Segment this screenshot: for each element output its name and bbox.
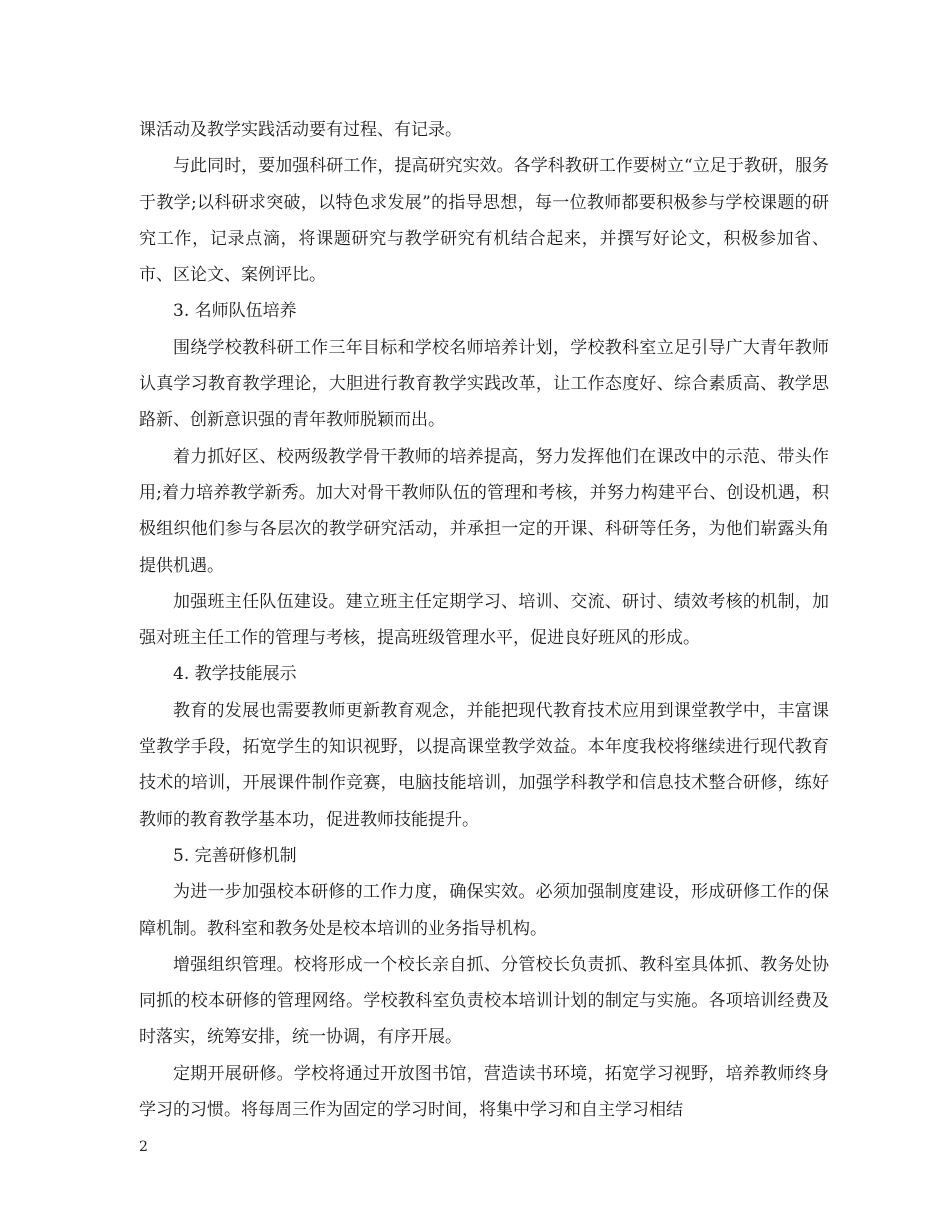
page-number: 2 <box>139 1139 148 1155</box>
paragraph-3: 围绕学校教科研工作三年目标和学校名师培养计划，学校教科室立足引导广大青年教师认真学习教育教学理论，大胆进行教育教学实践改革，让工作态度好、综合素质高、教学思路新、创新意识强的青年教师脱颖而出。 <box>139 337 829 431</box>
paragraph-5: 加强班主任队伍建设。建立班主任定期学习、培训、交流、研讨、绩效考核的机制，加强对班主任工作的管理与考核，提高班级管理水平，促进良好班风的形成。 <box>139 591 829 649</box>
paragraph-9: 定期开展研修。学校将通过开放图书馆，营造读书环境，拓宽学习视野，培养教师终身学习的习惯。将每周三作为固定的学习时间，将集中学习和自主学习相结 <box>139 1063 829 1121</box>
section-heading-5: 5. 完善研修机制 <box>173 845 297 866</box>
paragraph-8: 增强组织管理。校将形成一个校长亲自抓、分管校长负责抓、教科室具体抓、教务处协同抓的校本研修的管理网络。学校教科室负责校本培训计划的制定与实施。各项培训经费及时落实，统筹安排，统一协调，有序开展。 <box>139 954 829 1048</box>
paragraph-4: 着力抓好区、校两级教学骨干教师的培养提高，努力发挥他们在课改中的示范、带头作用;着力培养教学新秀。加大对骨干教师队伍的管理和考核，并努力构建平台、创设机遇，积极组织他们参与各层次的教学研究活动，并承担一定的开课、科研等任务，为他们崭露头角提供机遇。 <box>139 446 829 576</box>
section-heading-4: 4. 教学技能展示 <box>173 664 297 685</box>
paragraph-6: 教育的发展也需要教师更新教育观念，并能把现代教育技术应用到课堂教学中，丰富课堂教学手段，拓宽学生的知识视野，以提高课堂教学效益。本年度我校将继续进行现代教育技术的培训，开展课件制作竞赛，电脑技能培训，加强学科教学和信息技术整合研修，练好教师的教育教学基本功，促进教师技能提升。 <box>139 700 829 830</box>
paragraph-7: 为进一步加强校本研修的工作力度，确保实效。必须加强制度建设，形成研修工作的保障机制。教科室和教务处是校本培训的业务指导机构。 <box>139 882 829 939</box>
paragraph-1: 课活动及教学实践活动要有过程、有记录。 <box>139 120 462 140</box>
paragraph-2: 与此同时，要加强科研工作，提高研究实效。各学科教研工作要树立“立足于教研，服务于教学;以科研求突破，以特色求发展”的指导思想，每一位教师都要积极参与学校课题的研究工作，记录点滴，将课题研究与教学研究有机结合起来，并撰写好论文，积极参加省、市、区论文、案例评比。 <box>139 156 829 286</box>
section-heading-3: 3. 名师队伍培养 <box>173 301 297 322</box>
document-body <box>139 112 829 1128</box>
